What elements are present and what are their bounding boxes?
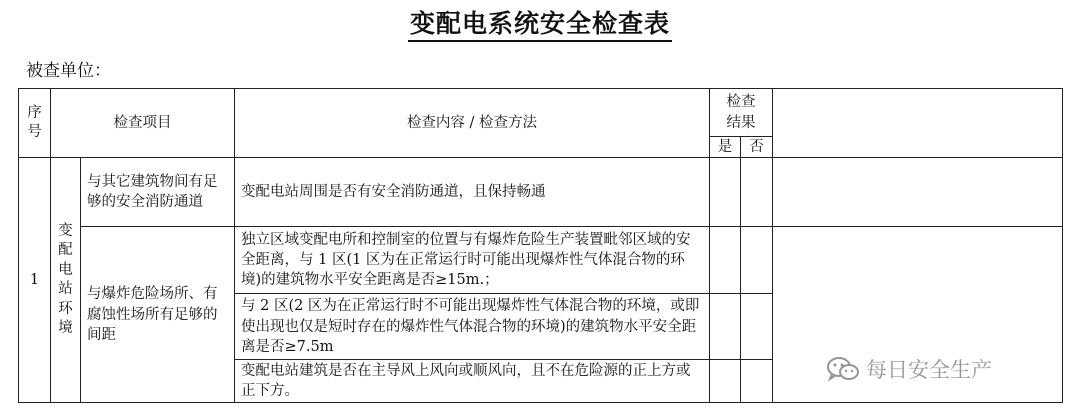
result-no-cell[interactable] <box>741 158 773 227</box>
header-seq: 序号 <box>19 89 51 158</box>
document-title: 变配电系统安全检查表 <box>0 4 1080 40</box>
header-remark-blank <box>773 89 1063 158</box>
result-yes-cell[interactable] <box>710 294 741 360</box>
header-result-no: 否 <box>741 137 773 158</box>
header-result-yes: 是 <box>710 137 741 158</box>
header-item: 检查项目 <box>51 89 235 158</box>
remark-cell[interactable] <box>773 158 1063 227</box>
row-seq: 1 <box>19 158 51 403</box>
inspected-unit-label: 被查单位： <box>26 61 111 81</box>
check-item-explosion-distance: 与爆炸危险场所、有腐蚀性场所有足够的间距 <box>81 227 235 403</box>
row-category: 变配电站环境 <box>51 158 81 403</box>
result-no-cell[interactable] <box>741 360 773 403</box>
check-content-fire-passage: 变配电站周围是否有安全消防通道，且保持畅通 <box>235 158 710 227</box>
result-yes-cell[interactable] <box>710 158 741 227</box>
header-content: 检查内容 / 检查方法 <box>235 89 710 158</box>
result-yes-cell[interactable] <box>710 360 741 403</box>
check-content-zone1: 独立区域变配电所和控制室的位置与有爆炸危险生产装置毗邻区域的安全距离，与 1 区(1 区为在正常运行时可能出现爆炸性气体混合物的环境)的建筑物水平安全距离是否≥15m.； <box>235 227 710 294</box>
watermark-text: 每日安全生产 <box>866 358 992 382</box>
result-no-cell[interactable] <box>741 227 773 294</box>
check-item-fire-passage: 与其它建筑物间有足够的安全消防通道 <box>81 158 235 227</box>
check-content-zone2: 与 2 区(2 区为在正常运行时不可能出现爆炸性气体混合物的环境，或即使出现也仅是短时存在的爆炸性气体混合物的环境)的建筑物水平安全距离是否≥7.5m <box>235 294 710 360</box>
result-yes-cell[interactable] <box>710 227 741 294</box>
watermark <box>826 354 992 384</box>
check-content-wind-direction: 变配电站建筑是否在主导风上风向或顺风向，且不在危险源的正上方或正下方。 <box>235 360 710 403</box>
header-result: 检查结果 <box>710 89 773 137</box>
result-no-cell[interactable] <box>741 294 773 360</box>
wechat-icon <box>826 356 860 382</box>
